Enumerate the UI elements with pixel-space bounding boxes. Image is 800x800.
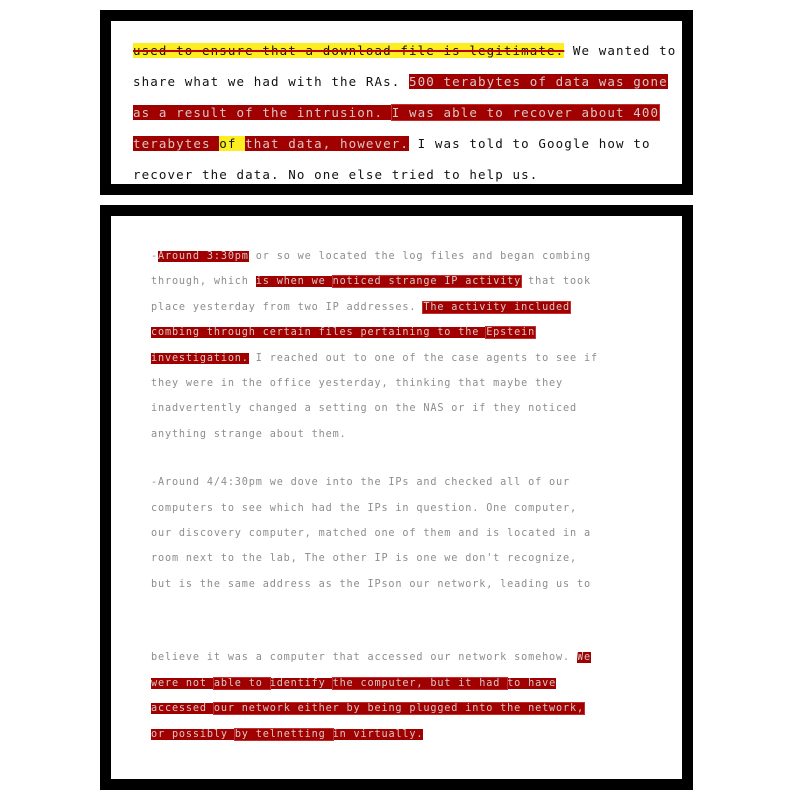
text-segment: anything strange about them. xyxy=(151,428,347,440)
highlighted-text-segment: or possibly xyxy=(151,728,235,740)
document-line xyxy=(151,295,642,320)
document-line xyxy=(133,66,668,97)
document-line xyxy=(151,496,642,521)
highlighted-text-segment: the computer, but it had xyxy=(332,677,508,689)
highlighted-text-segment: terabytes xyxy=(133,136,220,151)
document-line xyxy=(133,128,660,159)
text-segment: believe it was a computer that accessed our network somehow. xyxy=(151,652,577,664)
text-segment: share what we had with the RAs. xyxy=(133,74,410,89)
highlighted-text-segment: We xyxy=(577,652,591,664)
document-line xyxy=(151,722,642,747)
text-segment: computers to see which had the IPs in question. One computer, xyxy=(151,502,577,514)
highlighted-text-segment: able to xyxy=(213,677,270,689)
document-line xyxy=(151,346,642,371)
document-page-bottom xyxy=(100,205,693,790)
text-segment: they were in the office yesterday, thinking that maybe they xyxy=(151,378,564,390)
text-segment: or so we located the log files and began combing xyxy=(248,251,591,262)
document-line xyxy=(151,371,642,396)
document-page-top-content xyxy=(111,21,682,184)
highlighted-text-segment: of xyxy=(219,136,246,151)
highlighted-text-segment: Epstein xyxy=(486,327,536,339)
highlighted-text-segment: our network either by being plugged into the network, xyxy=(213,703,584,715)
highlighted-text-segment: by telnetting xyxy=(234,728,333,740)
text-segment: through, which xyxy=(151,276,256,288)
highlighted-text-segment: noticed strange IP activity xyxy=(332,276,522,288)
highlighted-text-segment: to have xyxy=(507,677,557,689)
document-line xyxy=(151,546,642,571)
document-line xyxy=(151,396,642,421)
document-line xyxy=(151,521,642,546)
highlighted-text-segment: were not xyxy=(151,677,214,689)
highlighted-text-segment: Around 3:30pm xyxy=(157,251,249,262)
document-line xyxy=(151,320,642,345)
highlighted-text-segment: investigation. xyxy=(151,352,249,364)
paragraph-gap xyxy=(151,447,642,470)
text-segment: room next to the lab, The other IP is one we don't recognize, xyxy=(151,553,577,565)
highlighted-text-segment: that data, however. xyxy=(245,136,410,151)
document-line xyxy=(151,470,642,495)
text-segment: I was told to Google how to xyxy=(409,136,651,151)
document-line xyxy=(151,244,642,269)
text-segment: but is the same address as the IPson our network, leading us to xyxy=(151,578,591,590)
highlighted-text-segment: I was able to recover about 400 xyxy=(391,105,660,120)
highlighted-text-segment: combing through certain files pertaining to the xyxy=(151,327,487,339)
highlighted-text-segment: as a result of the intrusion. xyxy=(133,105,392,120)
text-segment: inadvertently changed a setting on the NAS or if they noticed xyxy=(151,403,577,415)
highlighted-text-segment: in virtually. xyxy=(332,728,424,740)
text-segment: our discovery computer, matched one of them and is located in a xyxy=(151,528,591,540)
document-line xyxy=(133,35,677,66)
highlighted-text-segment: accessed xyxy=(151,703,214,715)
document-page-bottom-content xyxy=(111,216,682,779)
highlighted-text-segment: used to ensure that a download file is legitimate. xyxy=(133,43,565,58)
text-segment: We wanted to xyxy=(564,43,677,58)
document-line xyxy=(151,269,642,294)
document-line xyxy=(151,671,642,696)
document-line xyxy=(151,572,642,597)
text-segment: I reached out to one of the case agents to see if xyxy=(248,352,598,364)
text-segment: - xyxy=(151,251,158,262)
document-page-top xyxy=(100,10,693,195)
highlighted-text-segment: is when we xyxy=(255,276,333,288)
text-segment: that took xyxy=(521,276,591,288)
document-line xyxy=(133,159,660,184)
document-line xyxy=(151,645,642,670)
document-line xyxy=(151,422,642,447)
text-segment: recover the data. No one else tried to help us. xyxy=(133,167,539,182)
highlighted-text-segment: identify xyxy=(269,677,333,689)
document-line xyxy=(151,696,642,721)
redacted-gap xyxy=(151,597,642,645)
text-segment: -Around 4/4:30pm we dove into the IPs and checked all of our xyxy=(151,477,571,489)
highlighted-text-segment: 500 terabytes of data was gone xyxy=(409,74,668,89)
text-segment: place yesterday from two IP addresses. xyxy=(151,301,424,313)
highlighted-text-segment: The activity included xyxy=(423,301,571,313)
document-line xyxy=(133,97,660,128)
